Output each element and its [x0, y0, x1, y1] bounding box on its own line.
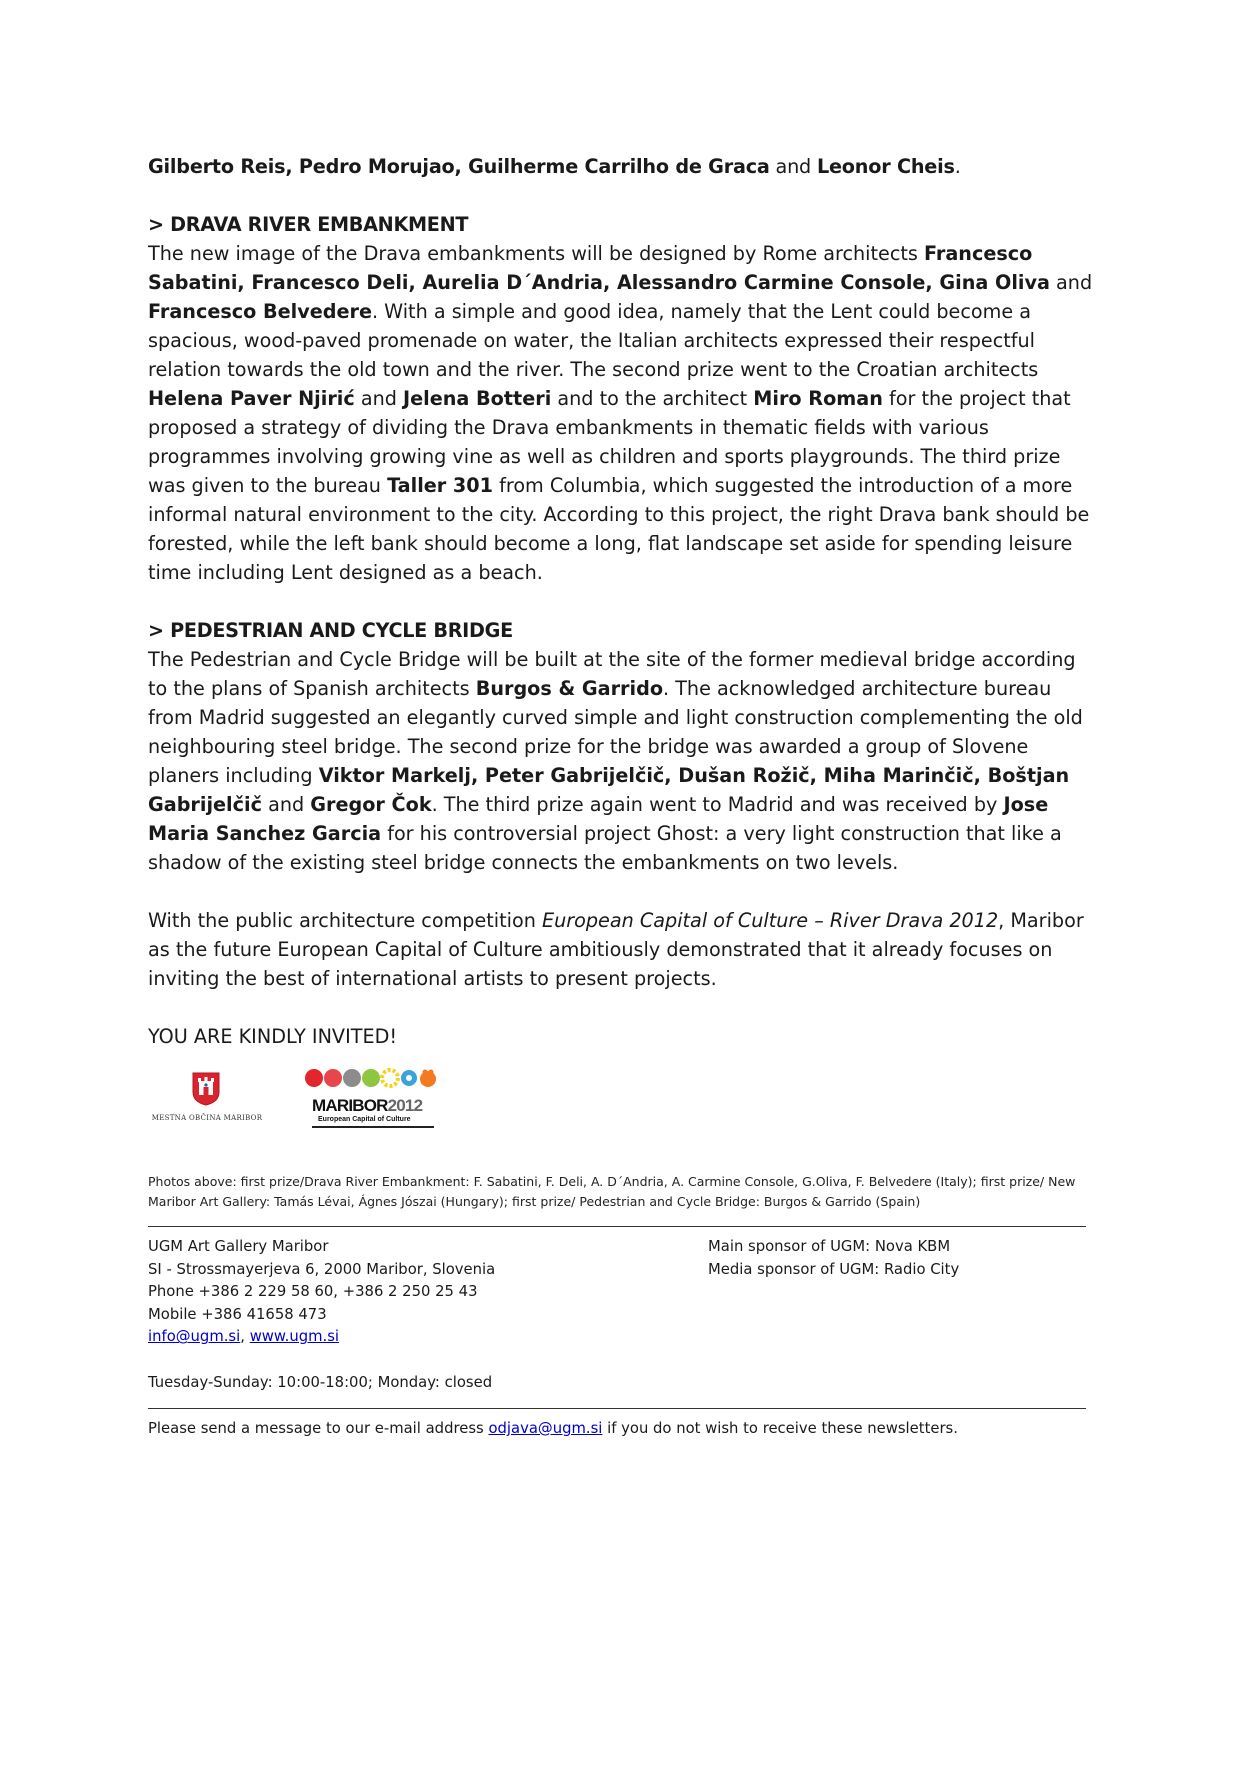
org-name: UGM Art Gallery Maribor: [148, 1238, 329, 1255]
media-sponsor: Media sponsor of UGM: Radio City: [708, 1260, 960, 1278]
phone: Phone +386 2 229 58 60, +386 2 250 25 43: [148, 1283, 478, 1301]
intro-last-name: Leonor Cheis: [816, 155, 955, 178]
maribor-2012-wordmark: MARIBOR2012: [312, 1096, 423, 1115]
mobile: Mobile +386 41658 473: [148, 1305, 327, 1323]
unsubscribe-email-link[interactable]: odjava@ugm.si: [488, 1420, 603, 1437]
bridge-heading: > PEDESTRIAN AND CYCLE BRIDGE: [148, 619, 513, 642]
maribor-dots-icon: [304, 1066, 440, 1092]
intro-names: Gilberto Reis, Pedro Morujao, Guilherme Carrilho de Graca: [148, 155, 770, 178]
main-sponsor: Main sponsor of UGM: Nova KBM: [708, 1238, 951, 1255]
footer-divider-top: [148, 1226, 1086, 1227]
logos-row: [148, 1066, 468, 1132]
drava-heading: > DRAVA RIVER EMBANKMENT: [148, 213, 469, 236]
document-body: [148, 152, 1098, 1051]
bridge-paragraph: The Pedestrian and Cycle Bridge will be built at the site of the former medieval bridge according to the plans of Spanish architects Burgos & Garrido. The acknowledged architecture bureau from Madrid suggested an elegantly curved simple and light construction complementing the old neighbouring steel bridge. The second prize for the bridge was awarded a group of Slovene planers including Viktor Markelj, Peter Gabrijelčič, Dušan Rožič, Miha Marinčič, Boštjan Gabrijelčič and Gregor Čok. The third prize again went to Madrid and was received by Jose Maria Sanchez Garcia for his controversial project Ghost: a very light construction that like a shadow of the existing steel bridge connects the embankments on two levels.: [148, 648, 1083, 874]
invite-text: YOU ARE KINDLY INVITED!: [148, 1025, 398, 1048]
unsubscribe-note: Please send a message to our e-mail address odjava@ugm.si if you do not wish to receive these newsletters.: [148, 1420, 958, 1437]
contact-links: info@ugm.si, www.ugm.si: [148, 1328, 340, 1346]
mestna-obcina-label: MESTNA OBČINA MARIBOR: [151, 1114, 263, 1122]
maribor-2012-subtitle: European Capital of Culture: [318, 1116, 411, 1123]
website-link[interactable]: www.ugm.si: [249, 1328, 340, 1346]
footer-divider-bottom: [148, 1408, 1086, 1409]
maribor-crest-icon: [192, 1072, 220, 1106]
photo-caption: Photos above: first prize/Drava River Embankment: F. Sabatini, F. Deli, A. D´Andria, A. Carmine Console, G.Oliva, F. Belvedere (Italy); first prize/ New Maribor Art Gallery: Tamás Lévai, Ágnes Jószai (Hungary); first prize/ Pedestrian and Cycle Bridge: Burgos & Garrido (Spain): [148, 1174, 1076, 1209]
drava-paragraph: The new image of the Drava embankments will be designed by Rome architects Francesco Sabatini, Francesco Deli, Aurelia D´Andria, Alessandro Carmine Console, Gina Oliva and Francesco Belvedere. With a simple and good idea, namely that the Lent could become a spacious, wood-paved promenade on water, the Italian architects expressed their respectful relation towards the old town and the river. The second prize went to the Croatian architects Helena Paver Njirić and Jelena Botteri and to the architect Miro Roman for the project that proposed a strategy of dividing the Drava embankments in thematic fields with various programmes involving growing vine as well as children and sports playgrounds. The third prize was given to the bureau Taller 301 from Columbia, which suggested the introduction of a more informal natural environment to the city. According to this project, the right Drava bank should be forested, while the left bank should become a long, flat landscape set aside for spending leisure time including Lent designed as a beach.: [148, 242, 1093, 584]
intro-paragraph: Gilberto Reis, Pedro Morujao, Guilherme Carrilho de Graca and Leonor Cheis.: [148, 155, 961, 178]
maribor-2012-underline: [312, 1126, 434, 1128]
sponsors-block: [708, 1236, 959, 1281]
closing-paragraph: With the public architecture competition European Capital of Culture – River Drava 2012, Maribor as the future European Capital of Culture ambitiously demonstrated that it already focuses on inviting the best of international artists to present projects.: [148, 909, 1084, 990]
address: SI - Strossmayerjeva 6, 2000 Maribor, Slovenia: [148, 1260, 496, 1278]
contact-block: [148, 1236, 495, 1349]
email-link[interactable]: info@ugm.si: [148, 1328, 241, 1346]
opening-hours: Tuesday-Sunday: 10:00-18:00; Monday: closed: [148, 1374, 493, 1391]
maribor-2012-logo: [304, 1066, 440, 1132]
mestna-obcina-logo: [148, 1072, 266, 1128]
